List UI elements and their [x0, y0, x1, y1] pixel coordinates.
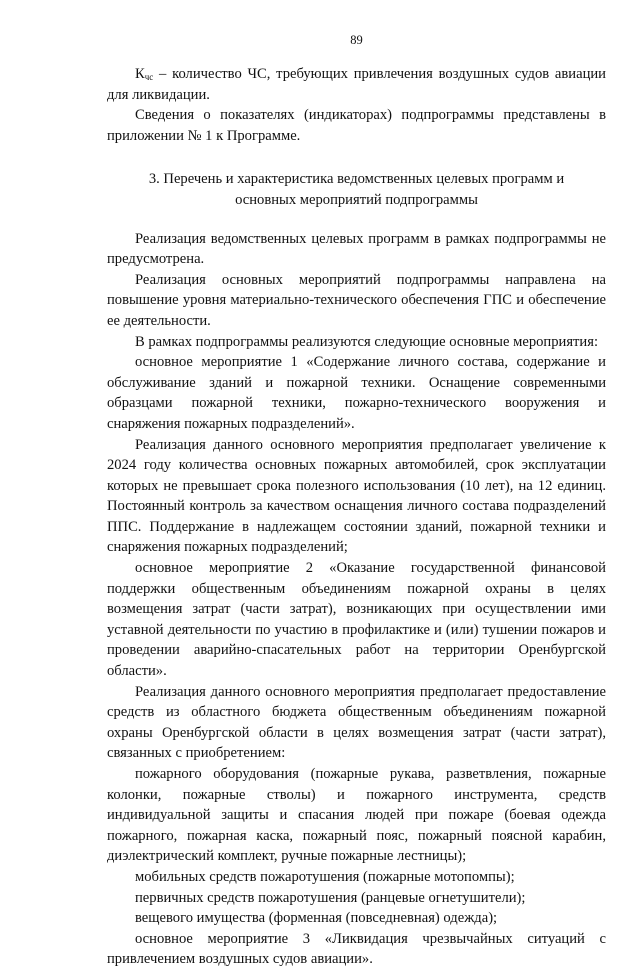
page-number: 89 [350, 33, 363, 47]
k-definition-text: – количество ЧС, требующих привлечения воздушных судов авиации для ликвидации. [107, 66, 606, 103]
body-paragraph: основное мероприятие 1 «Содержание личного состава, содержание и обслуживание зданий и пожарной техники. Оснащение современными образцами пожарной техники, пожарно-технического вооружения и снаряжения пожарных подразделений». [107, 354, 606, 432]
body-paragraph: вещевого имущества (форменная (повседневная) одежда); [135, 910, 498, 927]
body-paragraph: пожарного оборудования (пожарные рукава, разветвления, пожарные колонки, пожарные стволы) и пожарного инструмента, средств индивидуальной защиты и спасания людей при пожаре (боевая одежда пожарного, пожарная каска, пожарный пояс, пожарный поясной карабин, диэлектрический комплект, ручные пожарные лестницы); [107, 766, 606, 865]
body-paragraph: первичных средств пожаротушения (ранцевые огнетушители); [135, 889, 526, 906]
indicators-paragraph: Сведения о показателях (индикаторах) подпрограммы представлены в приложении № 1 к Программе. [107, 107, 606, 144]
k-definition-paragraph [107, 64, 606, 105]
body-paragraph: В рамках подпрограммы реализуются следующие основные мероприятия: [135, 333, 599, 350]
body-paragraph: Реализация ведомственных целевых программ в рамках подпрограммы не предусмотрена. [107, 230, 606, 268]
body-paragraph: Реализация данного основного мероприятия предполагает предоставление средств из областного бюджета общественным объединениям пожарной охраны Оренбургской области в целях возмещения затрат (части затрат), связанных с приобретением: [107, 683, 606, 762]
section-heading [107, 169, 606, 210]
body-paragraph: мобильных средств пожаротушения (пожарные мотопомпы); [135, 868, 515, 885]
k-symbol: К [135, 66, 145, 82]
section-heading-line-1: 3. Перечень и характеристика ведомственных целевых программ и [148, 171, 565, 188]
section-heading-line-2: основных мероприятий подпрограммы [235, 191, 478, 208]
body-paragraph: Реализация данного основного мероприятия предполагает увеличение к 2024 году количества основных пожарных автомобилей, срок эксплуатации которых не превышает срока полезного использования (10 лет), на 12 единиц. Постоянный контроль за качеством оснащения личного состава подразделений ППС. Поддержание в надлежащем состоянии зданий, пожарной техники и снаряжения пожарных подразделений; [107, 436, 606, 556]
body-paragraph: Реализация основных мероприятий подпрограммы направлена на повышение уровня материально-технического обеспечения ГПС и обеспечение ее деятельности. [107, 271, 606, 329]
body-paragraph: основное мероприятие 2 «Оказание государственной финансовой поддержки общественным объединениям пожарной охраны в целях возмещения затрат (части затрат), возникающих при осуществлении ими уставной деятельности по участию в профилактике и (или) тушении пожаров и проведении аварийно-спасательных работ на территории Оренбургской области». [107, 560, 606, 680]
k-subscript: чс [144, 72, 154, 82]
body-paragraph: основное мероприятие 3 «Ликвидация чрезвычайных ситуаций с привлечением воздушных судов авиации». [107, 930, 606, 968]
